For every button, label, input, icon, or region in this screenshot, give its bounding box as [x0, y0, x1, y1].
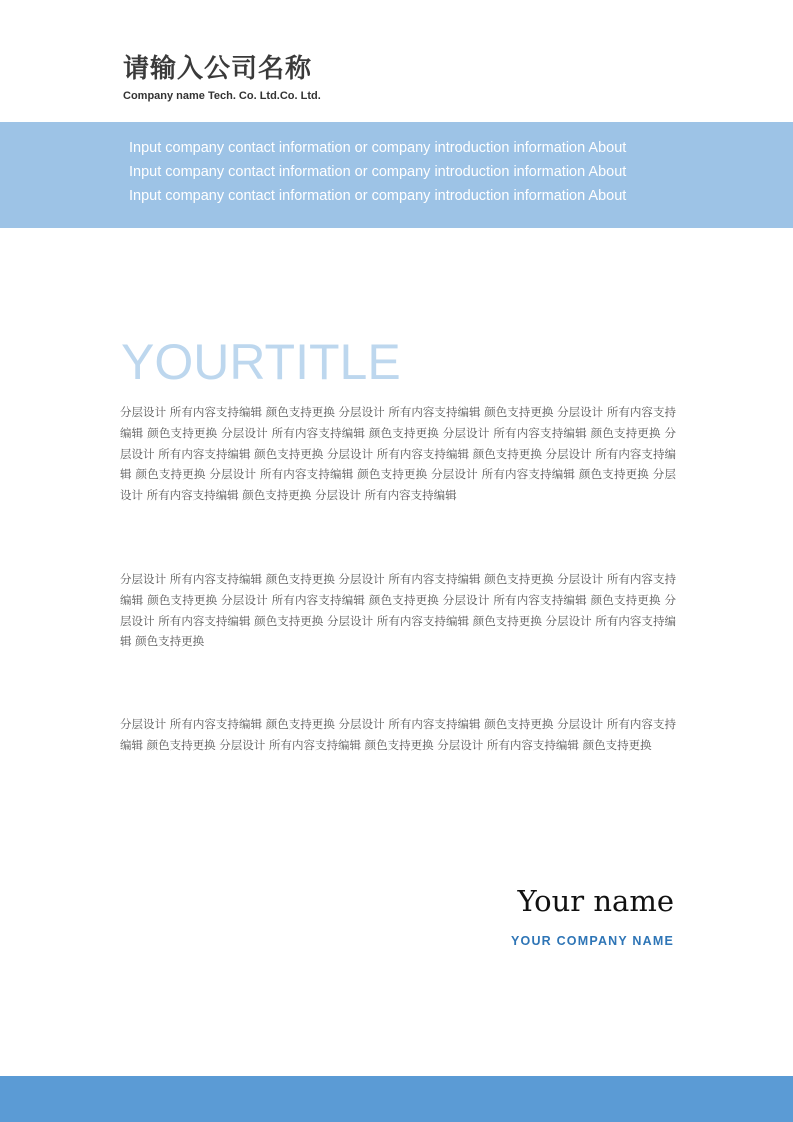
body-paragraph: 分层设计 所有内容支持编辑 颜色支持更换 分层设计 所有内容支持编辑 颜色支持更换 分层设计 所有内容支持编辑 颜色支持更换 分层设计 所有内容支持编辑 颜色支持更换 分层设计 所有内容支持编辑 颜色支持更换 分层设计 所有内容支持编辑 颜色支持更换 分层设计 所有内容支持编辑 颜色支持更换 分层设计 所有内容支持编辑 颜色支持更换	[120, 572, 676, 649]
contact-line: Input company contact information or company introduction information About	[129, 188, 627, 204]
company-name-cn: 请输入公司名称	[123, 54, 313, 84]
company-header	[123, 52, 321, 102]
document-title: YOURTITLE	[121, 334, 401, 390]
signature-company: YOUR COMPANY NAME	[510, 934, 674, 948]
contact-info	[129, 136, 689, 208]
signature-name: Your name	[517, 884, 674, 918]
body-paragraph: 分层设计 所有内容支持编辑 颜色支持更换 分层设计 所有内容支持编辑 颜色支持更换 分层设计 所有内容支持编辑 颜色支持更换 分层设计 所有内容支持编辑 颜色支持更换 分层设计 所有内容支持编辑 颜色支持更换 分层设计 所有内容支持编辑 颜色支持更换 分层设计 所有内容支持编辑 颜色支持更换 分层设计 所有内容支持编辑 颜色支持更换 分层设计 所有内容支持编辑 颜色支持更换 分层设计 所有内容支持编辑 颜色支持更换 分层设计 所有内容支持编辑 颜色支持更换 分层设计 所有内容支持编辑	[120, 405, 676, 503]
contact-line: Input company contact information or company introduction information About	[129, 164, 627, 180]
header-band	[0, 122, 793, 228]
company-name-en: Company name Tech. Co. Ltd.Co. Ltd.	[123, 90, 321, 102]
body-paragraph: 分层设计 所有内容支持编辑 颜色支持更换 分层设计 所有内容支持编辑 颜色支持更换 分层设计 所有内容支持编辑 颜色支持更换 分层设计 所有内容支持编辑 颜色支持更换 分层设计 所有内容支持编辑 颜色支持更换	[120, 717, 676, 752]
contact-line: Input company contact information or company introduction information About	[129, 140, 627, 156]
footer-band	[0, 1076, 793, 1122]
